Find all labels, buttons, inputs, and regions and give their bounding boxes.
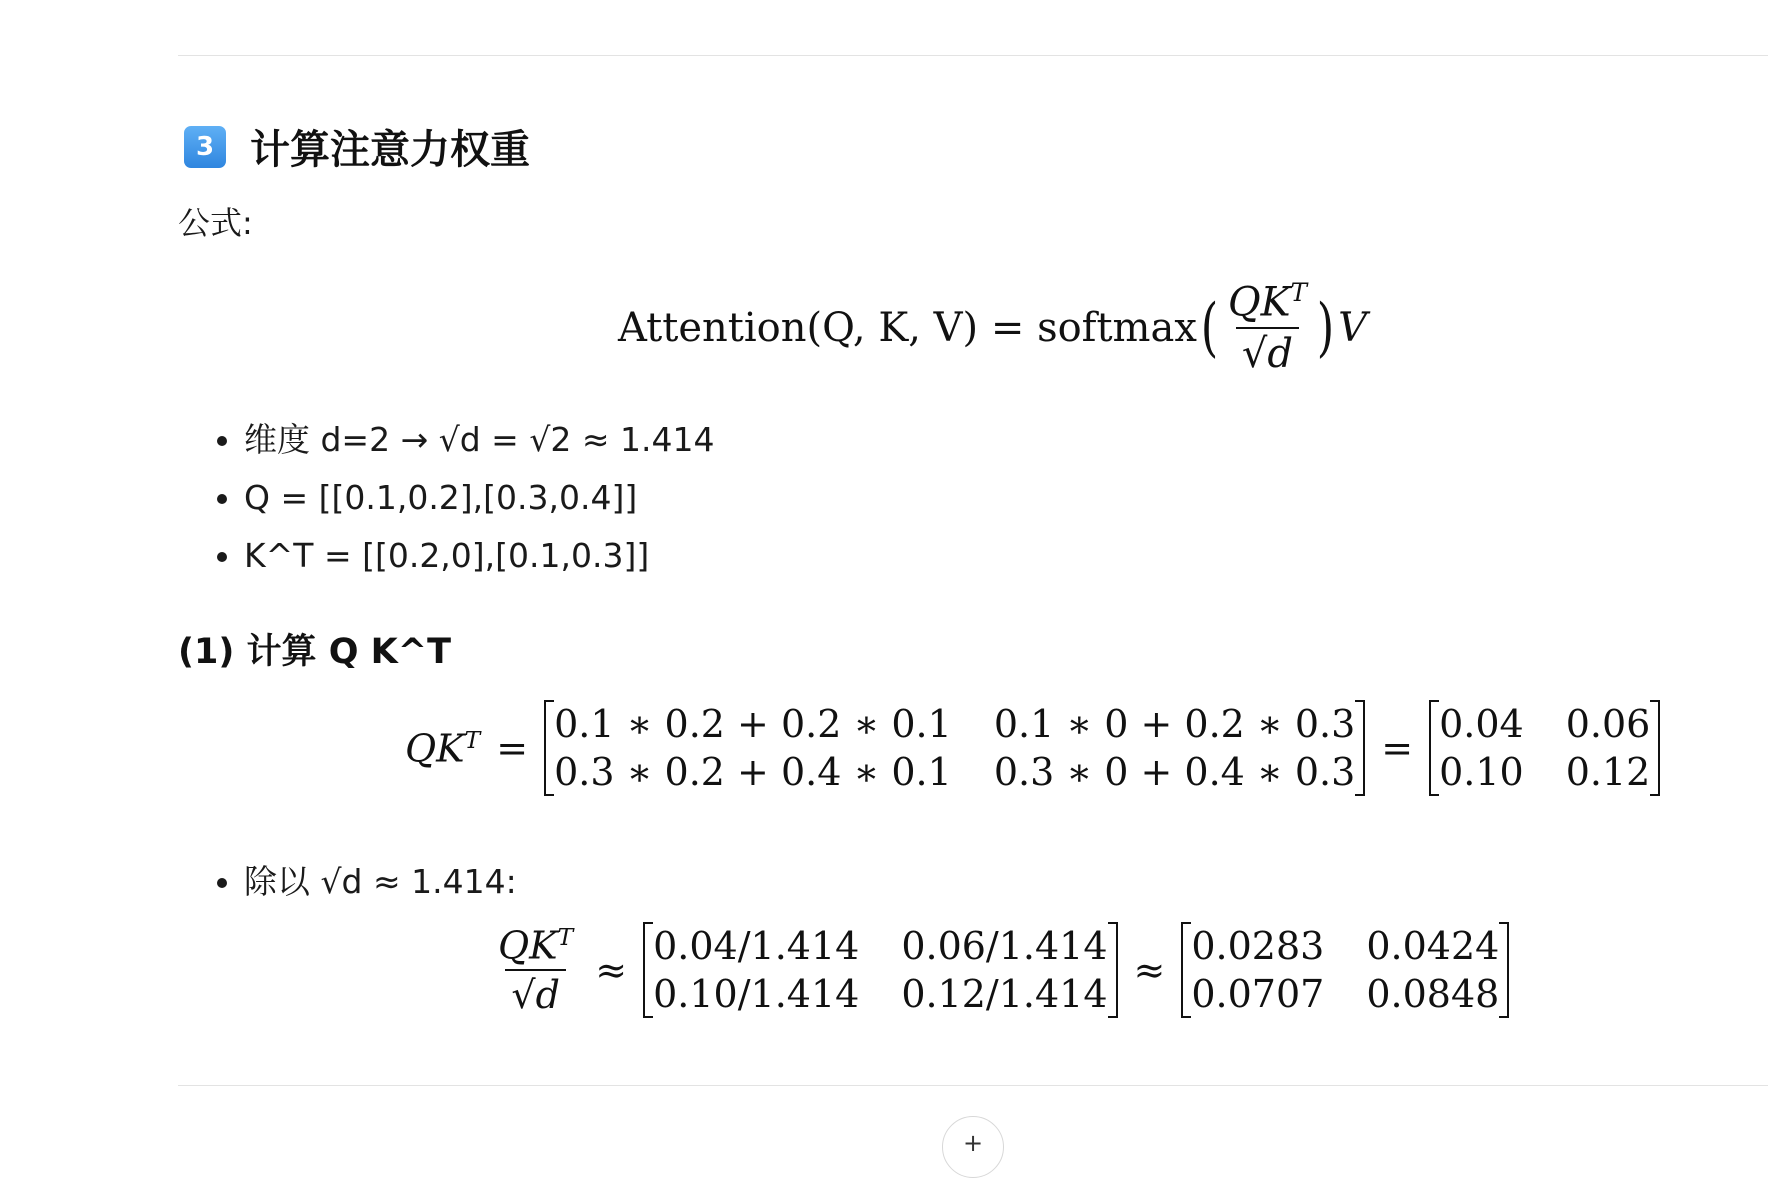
section-heading xyxy=(184,118,530,175)
qkt-expression-matrix xyxy=(544,700,1365,796)
formula-denominator: √d xyxy=(1241,331,1294,378)
qkt-equation xyxy=(405,700,1660,796)
formula-numerator: QK xyxy=(1227,279,1291,326)
scaled-expression-matrix xyxy=(643,922,1117,1018)
matrix-cell: 0.10 xyxy=(1439,750,1524,794)
list-item: • 维度 d=2 → √d = √2 ≈ 1.414 xyxy=(244,418,714,462)
matrix-cell: 0.0424 xyxy=(1366,924,1500,968)
formula-rhs: V xyxy=(1338,304,1367,351)
bottom-divider xyxy=(178,1085,1768,1086)
formula-lhs: Attention(Q, K, V) = softmax xyxy=(618,304,1197,351)
matrix-cell: 0.1 ∗ 0.2 + 0.2 ∗ 0.1 xyxy=(554,702,952,746)
matrix-cell: 0.12 xyxy=(1565,750,1651,794)
matrix-cell: 0.06 xyxy=(1565,702,1651,746)
list-item: • Q = [[0.1,0.2],[0.3,0.4]] xyxy=(244,476,714,520)
scaled-equation xyxy=(492,922,1509,1018)
matrix-cell: 0.04/1.414 xyxy=(653,924,860,968)
equals-sign: = xyxy=(496,726,529,770)
matrix-cell: 0.06/1.414 xyxy=(901,924,1108,968)
scaled-fraction xyxy=(494,923,577,1018)
formula-fraction xyxy=(1224,278,1311,377)
formula-sup: T xyxy=(1290,278,1308,307)
open-paren: ( xyxy=(1200,290,1219,365)
section-title: 计算注意力权重 xyxy=(250,127,530,173)
matrix-cell: 0.0707 xyxy=(1191,972,1325,1016)
scaled-result-matrix xyxy=(1181,922,1509,1018)
qkt-lhs: QK xyxy=(405,726,465,771)
subheading: (1) 计算 Q K^T xyxy=(178,632,451,672)
matrix-cell: 0.1 ∗ 0 + 0.2 ∗ 0.3 xyxy=(993,702,1356,746)
scaled-numerator: QK xyxy=(498,923,558,968)
approx-sign: ≈ xyxy=(595,948,628,992)
scaled-denominator: √d xyxy=(511,973,560,1018)
list-item: • K^T = [[0.2,0],[0.1,0.3]] xyxy=(244,534,714,578)
matrix-cell: 0.0283 xyxy=(1191,924,1325,968)
matrix-cell: 0.10/1.414 xyxy=(653,972,860,1016)
parameter-list xyxy=(178,418,714,592)
matrix-cell: 0.12/1.414 xyxy=(901,972,1108,1016)
qkt-sup: T xyxy=(464,725,481,754)
plus-icon: + xyxy=(962,1129,984,1157)
matrix-cell: 0.3 ∗ 0 + 0.4 ∗ 0.3 xyxy=(993,750,1356,794)
scroll-button[interactable] xyxy=(942,1116,1004,1178)
approx-sign: ≈ xyxy=(1133,948,1166,992)
close-paren: ) xyxy=(1316,290,1335,365)
matrix-cell: 0.0848 xyxy=(1366,972,1500,1016)
matrix-cell: 0.04 xyxy=(1439,702,1524,746)
matrix-cell: 0.3 ∗ 0.2 + 0.4 ∗ 0.1 xyxy=(554,750,952,794)
scaled-sup: T xyxy=(557,922,574,951)
list-item: • 除以 √d ≈ 1.414: xyxy=(244,860,517,904)
scaling-list xyxy=(178,860,517,918)
qkt-result-matrix xyxy=(1429,700,1660,796)
number-badge-icon: 3 xyxy=(184,126,226,168)
equals-sign: = xyxy=(1381,726,1414,770)
attention-formula xyxy=(618,278,1367,377)
top-divider xyxy=(178,55,1768,56)
formula-label: 公式: xyxy=(178,204,253,242)
